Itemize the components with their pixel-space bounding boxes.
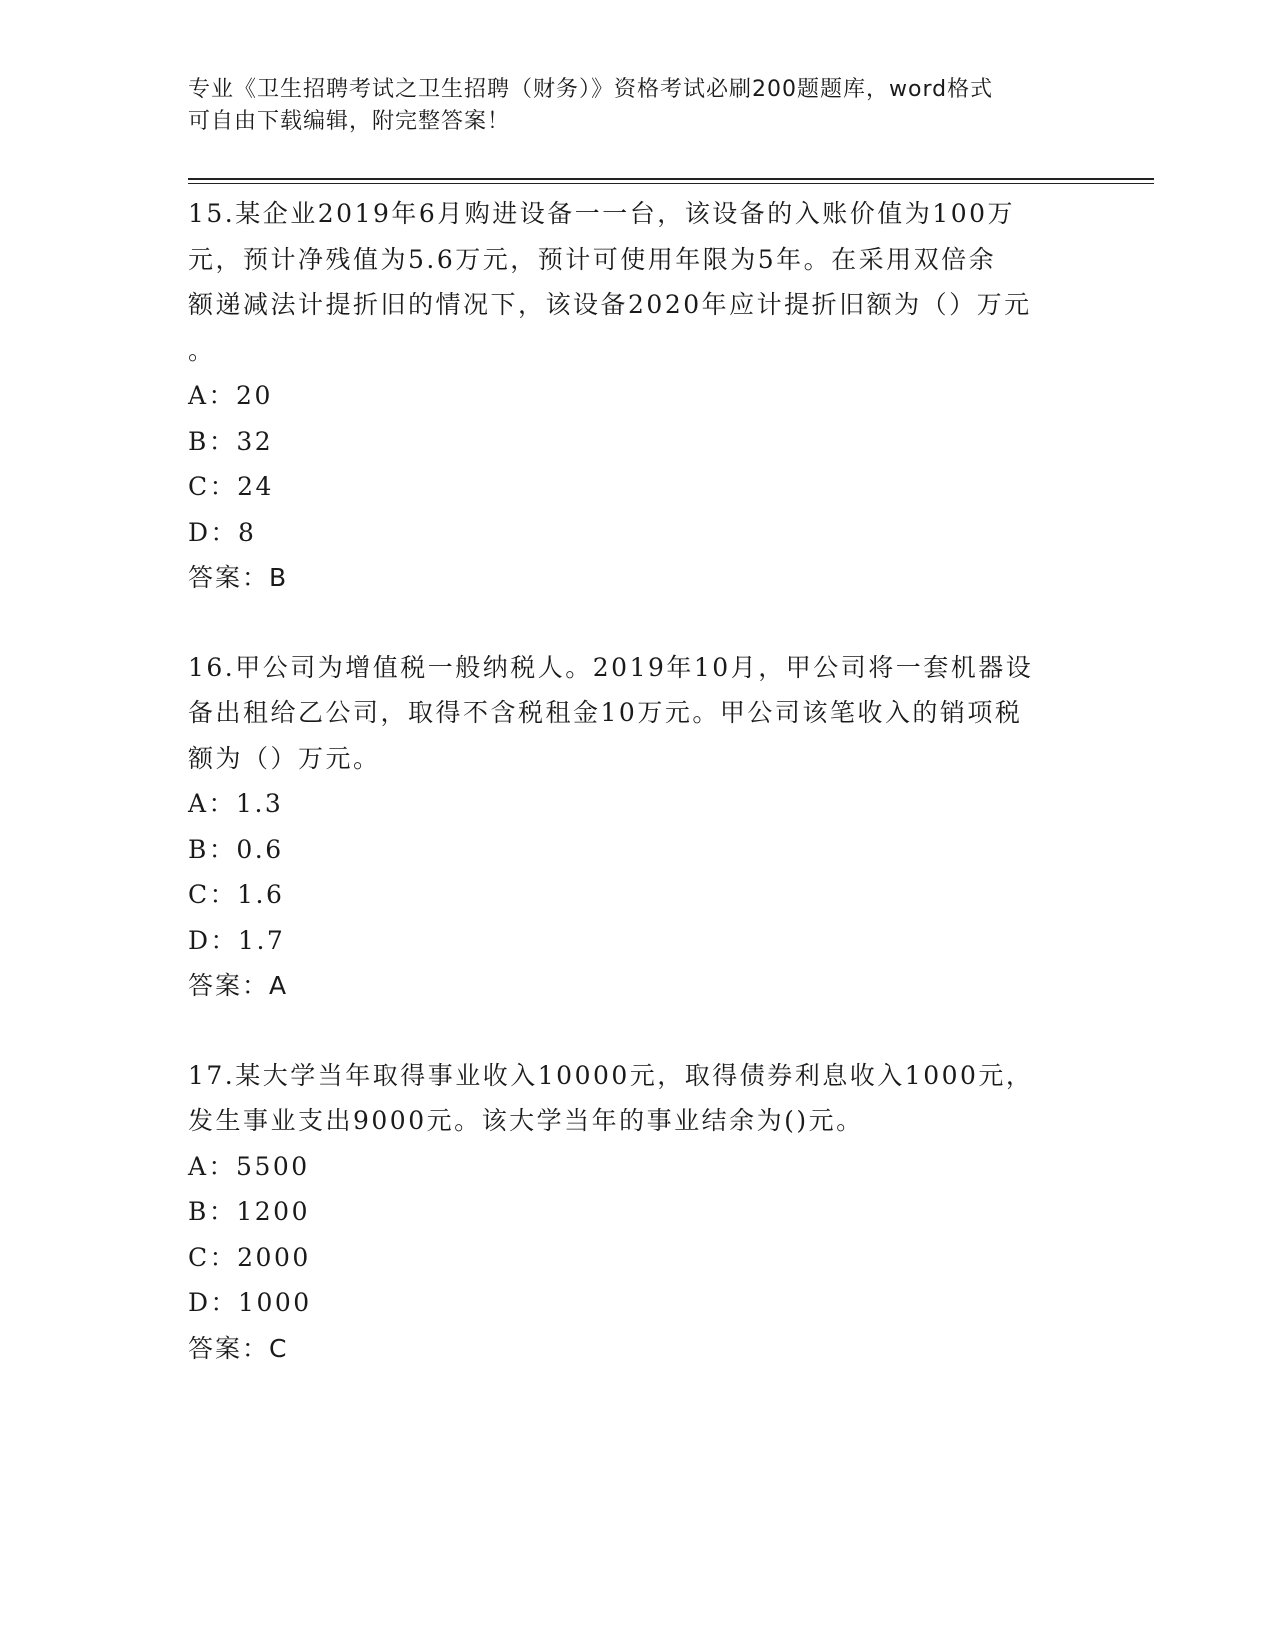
question-16: [188, 645, 1088, 1009]
header-divider: [188, 178, 1154, 184]
question-16-option-b: B：0.6: [188, 834, 284, 864]
question-16-answer: 答案：A: [188, 971, 289, 1000]
question-15: [188, 191, 1088, 601]
question-15-answer: 答案：B: [188, 563, 289, 592]
question-15-option-b: B：32: [188, 426, 274, 456]
question-16-option-d: D：1.7: [188, 925, 286, 955]
question-16-option-c: C：1.6: [188, 880, 285, 909]
question-15-stem-line-2: 元，预计净残值为5.6万元，预计可使用年限为5年。在采用双倍余: [188, 244, 997, 274]
question-17-option-b: B：1200: [188, 1197, 310, 1226]
question-15-stem-line-1: 15.某企业2019年6月购进设备一一台，该设备的入账价值为100万: [188, 199, 1016, 228]
question-17-stem-line-2: 发生事业支出9000元。该大学当年的事业结余为()元。: [188, 1106, 864, 1135]
question-list: [188, 191, 1088, 1371]
question-16-stem-line-2: 备出租给乙公司，取得不含税租金10万元。甲公司该笔收入的销项税: [188, 698, 1023, 727]
question-16-option-a: A：1.3: [188, 789, 284, 818]
question-17-option-c: C：2000: [188, 1242, 311, 1272]
question-17-answer: 答案：C: [188, 1333, 289, 1363]
question-16-stem-line-1: 16.甲公司为增值税一般纳税人。2019年10月，甲公司将一套机器设: [188, 652, 1034, 682]
question-17-stem-line-1: 17.某大学当年取得事业收入10000元，取得债券利息收入1000元，: [188, 1060, 1034, 1090]
question-15-option-c: C：24: [188, 472, 274, 501]
question-15-stem-line-3: 额递减法计提折旧的情况下，该设备2020年应计提折旧额为（）万元: [188, 290, 1032, 319]
question-17-option-a: A：5500: [188, 1151, 310, 1181]
question-17: [188, 1053, 1088, 1372]
question-15-option-a: A：20: [188, 381, 273, 410]
question-15-option-d: D：8: [188, 517, 257, 547]
question-15-stem-line-4: 。: [188, 335, 216, 365]
question-spacer: [188, 1009, 1088, 1053]
document-header: [188, 74, 1068, 138]
header-title-line-2: 可自由下载编辑，附完整答案！: [188, 109, 511, 134]
question-spacer: [188, 601, 1088, 645]
question-17-option-d: D：1000: [188, 1288, 312, 1317]
question-16-stem-line-3: 额为（）万元。: [188, 743, 381, 773]
header-title-line-1: 专业《卫生招聘考试之卫生招聘（财务）》资格考试必刷200题题库，word格式: [188, 77, 994, 102]
